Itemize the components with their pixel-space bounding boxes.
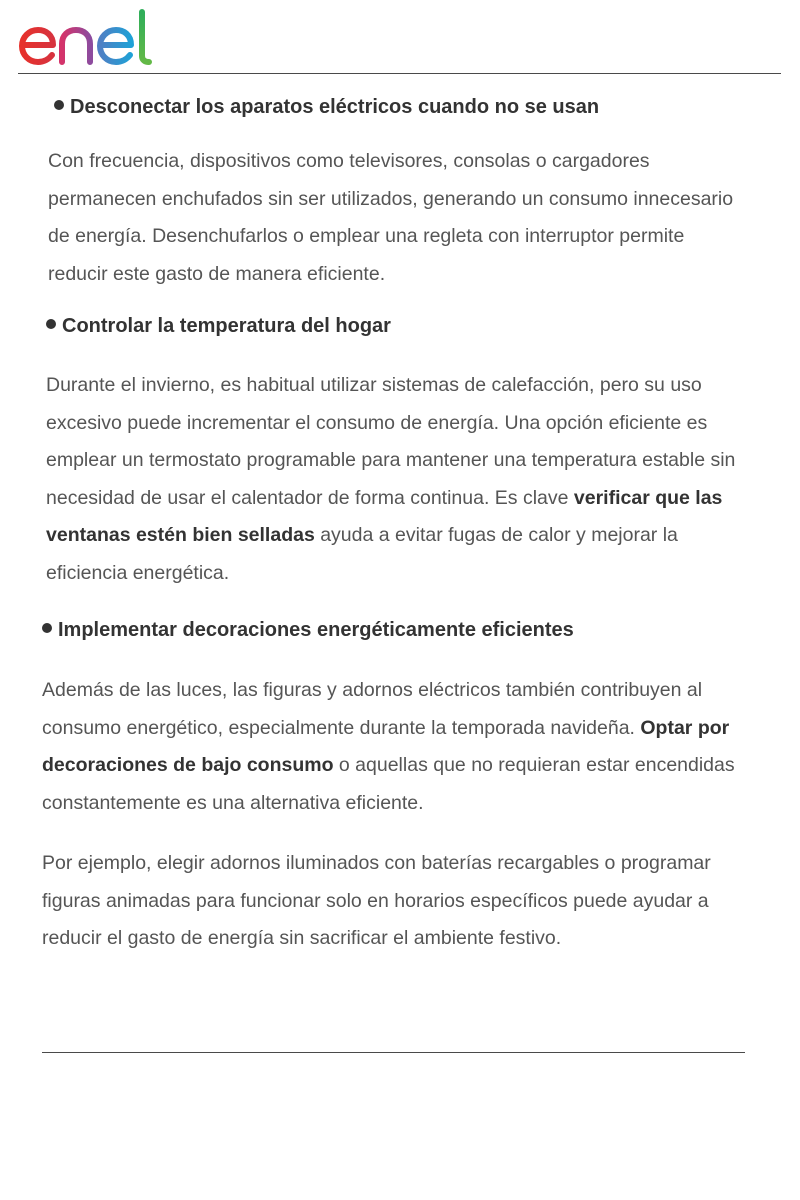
bullet-icon: [42, 623, 52, 633]
paragraph-text: Durante el invierno, es habitual utilizar sistemas de calefacción, pero su uso excesivo puede incrementar el consumo de energía. Una opción eficiente es emplear un termostato programable para mantener una temperatura estable sin necesidad de usar el calentador de forma continua. Es clave: [46, 374, 736, 509]
enel-logo: [17, 8, 169, 68]
paragraph-text: o aquellas que no requieran estar encendidas constantemente es una alternativa eficiente.: [42, 754, 735, 814]
section-heading-text: Controlar la temperatura del hogar: [62, 315, 391, 337]
section-heading-text: Implementar decoraciones energéticamente eficientes: [58, 619, 574, 641]
section-heading-decorations: [42, 618, 574, 642]
paragraph-emphasis: Optar por decoraciones de bajo consumo: [42, 716, 730, 776]
section-heading-unplug: [54, 95, 599, 119]
section-paragraph: Por ejemplo, elegir adornos iluminados con baterías recargables o programar figuras animadas para funcionar solo en horarios específicos puede ayudar a reducir el gasto de energía sin sacrificar el ambiente festivo.: [42, 852, 711, 949]
paragraph-text: Además de las luces, las figuras y adornos eléctricos también contribuyen al consumo energético, especialmente durante la temporada navideña.: [42, 679, 703, 739]
paragraph-text: ayuda a evitar fugas de calor y mejorar la eficiencia energética.: [46, 524, 678, 584]
header-divider: [18, 73, 781, 74]
paragraph-emphasis: verificar que las ventanas estén bien selladas: [46, 486, 723, 546]
bullet-icon: [54, 100, 64, 110]
footer-divider: [42, 1052, 745, 1053]
section-paragraph: [42, 672, 760, 822]
section-paragraph: Con frecuencia, dispositivos como televisores, consolas o cargadores permanecen enchufados sin ser utilizados, generando un consumo innecesario de energía. Desenchufarlos o emplear una regleta con interruptor permite reducir este gasto de manera eficiente.: [48, 150, 734, 285]
bullet-icon: [46, 319, 56, 329]
section-heading-temperature: [46, 314, 391, 338]
section-heading-text: Desconectar los aparatos eléctricos cuando no se usan: [70, 96, 600, 118]
enel-logo-graphic: [17, 8, 169, 68]
section-paragraph: [46, 367, 764, 592]
